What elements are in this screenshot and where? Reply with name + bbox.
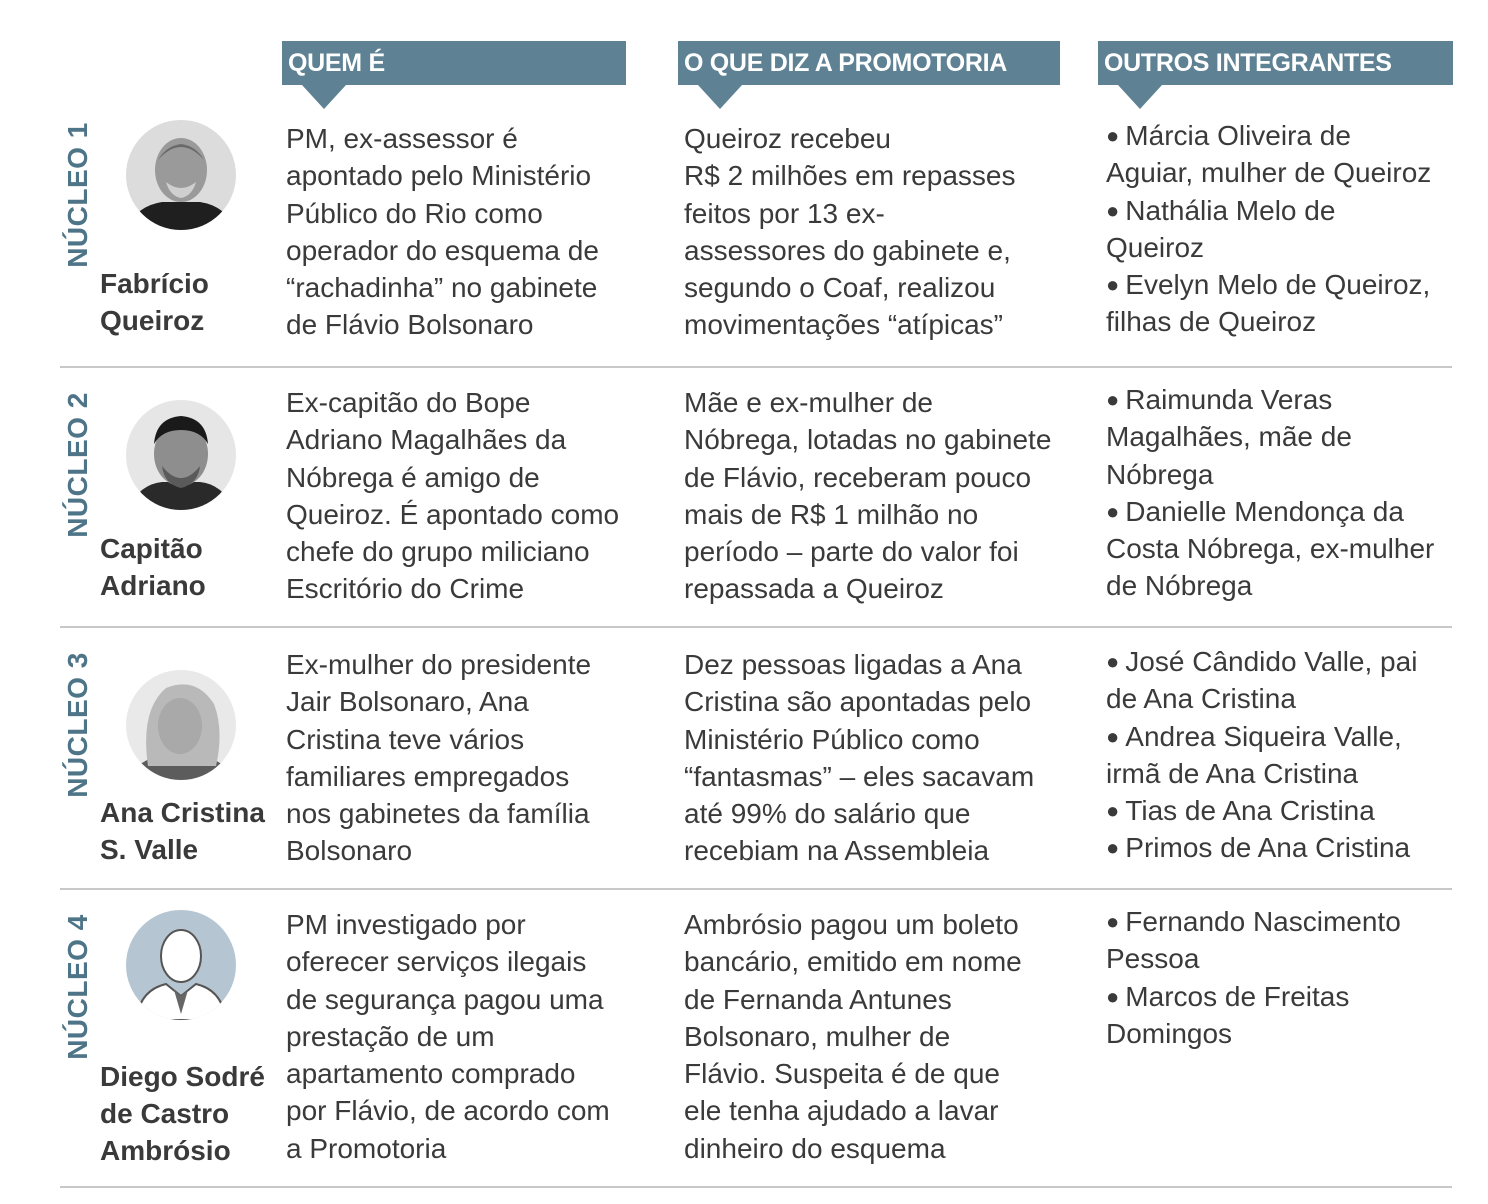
nucleo-row [58, 892, 1452, 1166]
outros-list-item [1106, 643, 1456, 718]
quem-e-line: oferecer serviços ilegais [286, 946, 587, 978]
quem-e-line: PM investigado por [286, 909, 526, 940]
portrait-icon [126, 910, 236, 1020]
bullet-icon: ● [1106, 649, 1120, 674]
avatar [126, 910, 236, 1020]
outros-list [1106, 643, 1456, 867]
outros-item-line: Nóbrega [1106, 458, 1214, 490]
quem-e-line: Jair Bolsonaro, Ana [286, 686, 529, 718]
promotoria-line: período – parte do valor foi [684, 536, 1019, 568]
nucleo-label [58, 902, 98, 1072]
nucleo-row [58, 370, 1452, 640]
header-promotoria [678, 41, 1060, 85]
promotoria-line: Nóbrega, lotadas no gabinete [684, 424, 1052, 456]
promotoria-line: recebiam na Assembleia [684, 835, 990, 867]
promotoria-line: Ministério Público como [684, 723, 980, 755]
promotoria-text [684, 646, 1084, 870]
outros-item-line: de Ana Cristina [1106, 683, 1296, 715]
promotoria-line: até 99% do salário que [684, 798, 971, 830]
outros-list-item [1106, 192, 1456, 267]
header-quem-e [282, 41, 626, 85]
quem-e-line: Ex-mulher do presidente [286, 649, 592, 680]
outros-item-line: ● José Cândido Valle, pai [1106, 646, 1418, 677]
outros-item-line: ● Tias de Ana Cristina [1106, 795, 1375, 827]
quem-e-line: Público do Rio como [286, 197, 543, 229]
outros-list [1106, 381, 1456, 605]
promotoria-line: feitos por 13 ex- [684, 197, 885, 229]
outros-item-line: ● Primos de Ana Cristina [1106, 832, 1411, 864]
promotoria-line: dinheiro do esquema [684, 1132, 946, 1164]
outros-list-item [1106, 903, 1456, 978]
nucleo-label [58, 380, 98, 550]
portrait-icon [126, 120, 236, 230]
promotoria-line: repassada a Queiroz [684, 573, 944, 605]
nucleo-label [58, 110, 98, 280]
promotoria-line: bancário, emitido em nome [684, 946, 1022, 978]
outros-list-item [1106, 493, 1456, 605]
quem-e-line: Adriano Magalhães da [286, 424, 567, 456]
promotoria-line: segundo o Coaf, realizou [684, 272, 996, 304]
outros-item-line: ● Nathália Melo de [1106, 194, 1336, 226]
bullet-icon: ● [1106, 272, 1120, 298]
promotoria-line: Queiroz recebeu [684, 123, 892, 154]
promotoria-line: “fantasmas” – eles sacavam [684, 760, 1035, 792]
quem-e-line: por Flávio, de acordo com [286, 1095, 610, 1127]
quem-e-line: de Flávio Bolsonaro [286, 309, 534, 341]
quem-e-line: Cristina teve vários [286, 723, 525, 755]
outros-item-line: Queiroz [1106, 231, 1205, 263]
quem-e-line: a Promotoria [286, 1132, 447, 1164]
promotoria-line: Flávio. Suspeita é de que [684, 1058, 1000, 1090]
person-name-line: Ana Cristina [100, 797, 265, 828]
header-quem-e-label: QUEM É [288, 49, 385, 77]
quem-e-line: “rachadinha” no gabinete [286, 272, 598, 304]
outros-list-item [1106, 978, 1456, 1053]
portrait-icon [126, 670, 236, 780]
nucleo-label-text: NÚCLEO 3 [62, 652, 94, 798]
promotoria-line: ele tenha ajudado a lavar [684, 1095, 999, 1127]
bullet-icon: ● [1106, 723, 1120, 749]
quem-e-line: de segurança pagou uma [286, 983, 604, 1015]
bullet-icon: ● [1106, 387, 1120, 412]
outros-list [1106, 903, 1456, 1052]
outros-list-item [1106, 829, 1456, 866]
person-name-line: Ambrósio [100, 1135, 231, 1166]
outros-list-item [1106, 718, 1456, 793]
bullet-icon: ● [1106, 798, 1120, 824]
person-name-line: Queiroz [100, 305, 205, 336]
avatar [126, 400, 236, 510]
promotoria-line: Cristina são apontadas pelo [684, 686, 1032, 718]
person-name [100, 794, 280, 868]
person-name [100, 1058, 280, 1169]
person-name [100, 530, 280, 604]
quem-e-line: prestação de um [286, 1020, 495, 1052]
quem-e-text [286, 646, 656, 870]
outros-list-item [1106, 381, 1456, 493]
person-name-line: Adriano [100, 570, 206, 601]
outros-item-line: Pessoa [1106, 943, 1200, 975]
quem-e-line: familiares empregados [286, 760, 570, 792]
promotoria-line: Dez pessoas ligadas a Ana [684, 649, 1022, 680]
bullet-icon: ● [1106, 909, 1120, 934]
quem-e-text [286, 906, 656, 1167]
header-outros [1098, 41, 1453, 85]
outros-item-line: ● Evelyn Melo de Queiroz, [1106, 269, 1431, 301]
nucleo-label [58, 640, 98, 810]
header-promotoria-label: O QUE DIZ A PROMOTORIA [684, 49, 1008, 77]
outros-item-line: ● Danielle Mendonça da [1106, 495, 1404, 527]
quem-e-line: PM, ex-assessor é [286, 123, 518, 154]
person-name-line: S. Valle [100, 834, 199, 865]
quem-e-line: Queiroz. É apontado como [286, 498, 620, 530]
bullet-icon: ● [1106, 983, 1120, 1009]
promotoria-line: R$ 2 milhões em repasses [684, 160, 1016, 192]
promotoria-line: de Flávio, receberam pouco [684, 461, 1032, 493]
quem-e-text [286, 384, 656, 608]
outros-item-line: Aguiar, mulher de Queiroz [1106, 157, 1432, 189]
promotoria-line: Mãe e ex-mulher de [684, 387, 934, 418]
outros-item-line: filhas de Queiroz [1106, 306, 1317, 338]
bullet-icon: ● [1106, 498, 1120, 524]
promotoria-text [684, 120, 1084, 344]
bullet-icon: ● [1106, 123, 1120, 148]
outros-list-item [1106, 792, 1456, 829]
quem-e-line: nos gabinetes da família [286, 798, 590, 830]
quem-e-line: chefe do grupo miliciano [286, 536, 590, 568]
portrait-icon [126, 400, 236, 510]
promotoria-line: de Fernanda Antunes [684, 983, 952, 1015]
person-name-line: Capitão [100, 533, 203, 564]
promotoria-line: Ambrósio pagou um boleto [684, 909, 1019, 940]
promotoria-text [684, 384, 1084, 608]
outros-item-line: ● Márcia Oliveira de [1106, 120, 1351, 151]
header-outros-label: OUTROS INTEGRANTES [1104, 49, 1392, 77]
outros-list-item [1106, 117, 1456, 192]
bullet-icon: ● [1106, 835, 1120, 861]
nucleo-row [58, 90, 1452, 360]
quem-e-line: Bolsonaro [286, 835, 413, 867]
outros-item-line: Magalhães, mãe de [1106, 421, 1352, 453]
outros-item-line: ● Fernando Nascimento [1106, 906, 1401, 937]
row-divider [60, 1186, 1452, 1188]
quem-e-line: Ex-capitão do Bope [286, 387, 531, 418]
quem-e-text [286, 120, 656, 344]
row-divider [60, 888, 1452, 890]
row-divider [60, 366, 1452, 368]
quem-e-line: Escritório do Crime [286, 573, 525, 605]
quem-e-line: Nóbrega é amigo de [286, 461, 540, 493]
outros-item-line: ● Marcos de Freitas [1106, 980, 1350, 1012]
quem-e-line: apartamento comprado [286, 1058, 576, 1090]
promotoria-text [684, 906, 1084, 1167]
bullet-icon: ● [1106, 197, 1120, 223]
avatar [126, 670, 236, 780]
quem-e-line: apontado pelo Ministério [286, 160, 592, 192]
outros-item-line: Costa Nóbrega, ex-mulher [1106, 533, 1435, 565]
person-name-line: de Castro [100, 1098, 230, 1129]
outros-list-item [1106, 266, 1456, 341]
outros-item-line: de Nóbrega [1106, 570, 1253, 602]
person-name [100, 265, 280, 339]
promotoria-line: movimentações “atípicas” [684, 309, 1004, 341]
promotoria-line: Bolsonaro, mulher de [684, 1020, 951, 1052]
outros-item-line: Domingos [1106, 1017, 1233, 1049]
outros-list [1106, 117, 1456, 341]
nucleo-row [58, 630, 1452, 900]
outros-item-line: irmã de Ana Cristina [1106, 757, 1359, 789]
row-divider [60, 626, 1452, 628]
person-name-line: Diego Sodré [100, 1061, 265, 1092]
nucleo-label-text: NÚCLEO 4 [62, 914, 94, 1060]
outros-item-line: ● Raimunda Veras [1106, 384, 1333, 415]
promotoria-line: assessores do gabinete e, [684, 234, 1011, 266]
nucleo-label-text: NÚCLEO 2 [62, 392, 94, 538]
promotoria-line: mais de R$ 1 milhão no [684, 498, 979, 530]
avatar [126, 120, 236, 230]
person-name-line: Fabrício [100, 268, 209, 299]
nucleo-label-text: NÚCLEO 1 [62, 122, 94, 268]
outros-item-line: ● Andrea Siqueira Valle, [1106, 720, 1402, 752]
quem-e-line: operador do esquema de [286, 234, 599, 266]
